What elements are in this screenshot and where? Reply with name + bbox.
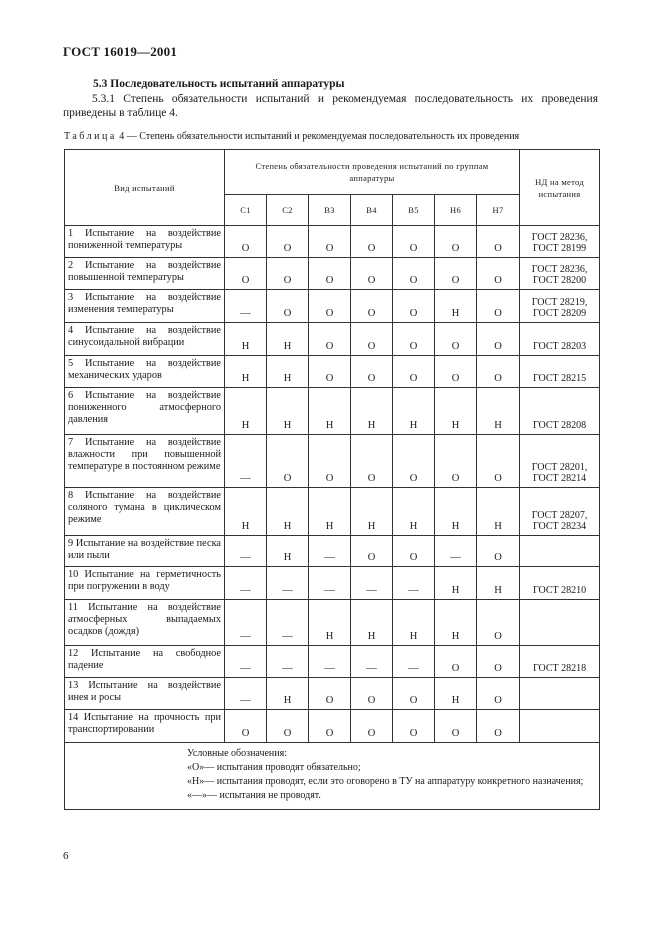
test-mark: О: [477, 536, 520, 567]
test-mark: —: [309, 536, 351, 567]
test-name: 9 Испытание на воздействие песка или пыли: [65, 536, 225, 567]
header-test-type: Вид испытаний: [65, 150, 225, 226]
test-mark: О: [351, 323, 393, 356]
test-name: 5 Испытание на воздействие механических ударов: [65, 356, 225, 388]
test-name: 4 Испытание на воздействие синусоидальной вибрации: [65, 323, 225, 356]
nd-reference: ГОСТ 28236, ГОСТ 28199: [520, 226, 600, 258]
test-mark: Н: [351, 388, 393, 435]
table-row: [65, 356, 600, 388]
test-mark: О: [309, 678, 351, 710]
test-mark: —: [351, 567, 393, 600]
test-mark: —: [225, 646, 267, 678]
group-header-в4: В4: [351, 195, 393, 226]
test-name: 3 Испытание на воздействие изменения температуры: [65, 290, 225, 323]
test-mark: Н: [309, 488, 351, 536]
nd-reference: [520, 710, 600, 743]
body-paragraph: 5.3.1 Степень обязательности испытаний и рекомендуемая последовательность их проведения приведены в таблице 4.: [63, 93, 598, 119]
nd-reference: ГОСТ 28218: [520, 646, 600, 678]
test-mark: Н: [225, 388, 267, 435]
test-mark: О: [477, 435, 520, 488]
nd-reference: ГОСТ 28207, ГОСТ 28234: [520, 488, 600, 536]
legend: [187, 747, 599, 803]
test-mark: О: [477, 710, 520, 743]
test-mark: Н: [393, 388, 435, 435]
legend-symbol: «—»: [187, 790, 207, 801]
table-row: [65, 258, 600, 290]
table-row: [65, 646, 600, 678]
test-mark: О: [309, 356, 351, 388]
test-mark: О: [267, 710, 309, 743]
nd-reference: ГОСТ 28215: [520, 356, 600, 388]
test-mark: О: [477, 226, 520, 258]
test-name: 8 Испытание на воздействие соляного тумана в циклическом режиме: [65, 488, 225, 536]
test-mark: О: [435, 323, 477, 356]
test-mark: О: [477, 646, 520, 678]
test-mark: О: [309, 323, 351, 356]
legend-text: — испытания проводят, если это оговорено в ТУ на аппаратуру конкретного назначения;: [204, 776, 584, 787]
test-mark: О: [477, 600, 520, 646]
test-mark: Н: [477, 488, 520, 536]
test-mark: О: [435, 435, 477, 488]
table-row: [65, 488, 600, 536]
test-mark: Н: [225, 356, 267, 388]
test-mark: —: [225, 435, 267, 488]
legend-item: [187, 775, 599, 789]
test-name: 6 Испытание на воздействие пониженного атмосферного давления: [65, 388, 225, 435]
table-row: [65, 567, 600, 600]
test-mark: О: [393, 536, 435, 567]
test-mark: —: [225, 567, 267, 600]
test-mark: О: [477, 678, 520, 710]
test-mark: Н: [351, 600, 393, 646]
test-mark: —: [267, 600, 309, 646]
test-mark: О: [477, 290, 520, 323]
test-mark: О: [393, 356, 435, 388]
test-mark: О: [351, 536, 393, 567]
test-mark: Н: [435, 488, 477, 536]
test-mark: Н: [435, 600, 477, 646]
test-mark: О: [351, 710, 393, 743]
table-row: [65, 226, 600, 258]
legend-text: — испытания не проводят.: [207, 790, 321, 801]
test-mark: —: [393, 646, 435, 678]
group-header-в5: В5: [393, 195, 435, 226]
legend-symbol: «Н»: [187, 776, 205, 787]
nd-reference: ГОСТ 28208: [520, 388, 600, 435]
test-mark: О: [351, 678, 393, 710]
test-mark: Н: [267, 323, 309, 356]
table-caption: [64, 131, 519, 142]
nd-reference: [520, 600, 600, 646]
test-mark: Н: [351, 488, 393, 536]
test-name: 7 Испытание на воздействие влажности при повышенной температуре в постоянном режиме: [65, 435, 225, 488]
table-caption-label: Таблица: [64, 131, 117, 142]
table-row: [65, 600, 600, 646]
legend-title: Условные обозначения:: [187, 748, 288, 759]
test-mark: О: [435, 258, 477, 290]
test-mark: —: [435, 536, 477, 567]
test-mark: Н: [267, 388, 309, 435]
test-mark: О: [267, 258, 309, 290]
test-mark: О: [309, 435, 351, 488]
test-mark: —: [225, 600, 267, 646]
table-row: [65, 710, 600, 743]
test-mark: О: [393, 226, 435, 258]
test-mark: О: [435, 226, 477, 258]
test-mark: —: [351, 646, 393, 678]
test-mark: О: [225, 710, 267, 743]
test-mark: Н: [267, 488, 309, 536]
nd-reference: [520, 536, 600, 567]
test-mark: О: [393, 290, 435, 323]
table-row: [65, 290, 600, 323]
test-mark: О: [267, 435, 309, 488]
table-caption-text: — Степень обязательности испытаний и рекомендуемая последовательность их проведения: [126, 131, 520, 142]
test-mark: О: [393, 678, 435, 710]
header-nd: НД на метод испытания: [520, 150, 600, 226]
test-mark: —: [225, 290, 267, 323]
table-row: [65, 388, 600, 435]
test-mark: —: [267, 646, 309, 678]
legend-cell: [65, 743, 600, 810]
test-mark: О: [351, 290, 393, 323]
test-mark: О: [351, 258, 393, 290]
test-mark: —: [309, 646, 351, 678]
test-name: 11 Испытание на воздействие атмосферных выпадаемых осадков (дождя): [65, 600, 225, 646]
nd-reference: ГОСТ 28236, ГОСТ 28200: [520, 258, 600, 290]
nd-reference: [520, 678, 600, 710]
test-mark: —: [267, 567, 309, 600]
group-header-с2: С2: [267, 195, 309, 226]
test-mark: О: [393, 323, 435, 356]
test-mark: О: [309, 258, 351, 290]
header-degree: Степень обязательности проведения испытаний по группам аппаратуры: [225, 150, 520, 195]
section-title: 5.3 Последовательность испытаний аппаратуры: [93, 78, 345, 90]
test-mark: О: [477, 356, 520, 388]
test-mark: О: [351, 226, 393, 258]
test-mark: Н: [267, 678, 309, 710]
group-header-в3: В3: [309, 195, 351, 226]
test-mark: Н: [225, 323, 267, 356]
table-row: [65, 678, 600, 710]
tests-table: [64, 149, 600, 810]
test-mark: Н: [435, 567, 477, 600]
test-mark: О: [477, 323, 520, 356]
test-mark: О: [435, 356, 477, 388]
test-mark: Н: [309, 388, 351, 435]
test-mark: О: [393, 258, 435, 290]
test-mark: О: [351, 356, 393, 388]
group-header-н6: Н6: [435, 195, 477, 226]
test-mark: Н: [309, 600, 351, 646]
nd-reference: ГОСТ 28219, ГОСТ 28209: [520, 290, 600, 323]
test-mark: Н: [267, 356, 309, 388]
test-mark: —: [225, 678, 267, 710]
test-name: 14 Испытание на прочность при транспортировании: [65, 710, 225, 743]
test-name: 13 Испытание на воздействие инея и росы: [65, 678, 225, 710]
test-mark: Н: [435, 678, 477, 710]
test-mark: —: [393, 567, 435, 600]
test-name: 10 Испытание на герметичность при погружении в воду: [65, 567, 225, 600]
test-mark: О: [267, 226, 309, 258]
test-mark: О: [477, 258, 520, 290]
test-mark: Н: [477, 567, 520, 600]
table-caption-number: 4: [119, 131, 125, 142]
table-row: [65, 323, 600, 356]
test-mark: —: [225, 536, 267, 567]
test-name: 1 Испытание на воздействие пониженной температуры: [65, 226, 225, 258]
test-mark: О: [435, 710, 477, 743]
group-header-с1: С1: [225, 195, 267, 226]
test-name: 12 Испытание на свободное падение: [65, 646, 225, 678]
test-mark: Н: [267, 536, 309, 567]
legend-symbol: «О»: [187, 762, 205, 773]
test-mark: О: [351, 435, 393, 488]
table-row: [65, 536, 600, 567]
test-mark: Н: [393, 600, 435, 646]
legend-item: [187, 761, 599, 775]
test-mark: О: [393, 710, 435, 743]
test-mark: Н: [225, 488, 267, 536]
test-mark: О: [225, 226, 267, 258]
page-number: 6: [63, 850, 69, 862]
test-name: 2 Испытание на воздействие повышенной температуры: [65, 258, 225, 290]
test-mark: О: [435, 646, 477, 678]
test-mark: Н: [393, 488, 435, 536]
test-mark: Н: [435, 290, 477, 323]
legend-row: [65, 743, 600, 810]
group-header-н7: Н7: [477, 195, 520, 226]
nd-reference: ГОСТ 28201, ГОСТ 28214: [520, 435, 600, 488]
test-mark: Н: [435, 388, 477, 435]
nd-reference: ГОСТ 28203: [520, 323, 600, 356]
test-mark: О: [309, 710, 351, 743]
table-row: [65, 435, 600, 488]
test-mark: О: [225, 258, 267, 290]
test-mark: Н: [477, 388, 520, 435]
legend-item: [187, 789, 599, 803]
document-header: ГОСТ 16019—2001: [63, 44, 178, 59]
legend-text: — испытания проводят обязательно;: [204, 762, 361, 773]
test-mark: О: [309, 226, 351, 258]
test-mark: О: [267, 290, 309, 323]
test-mark: О: [393, 435, 435, 488]
test-mark: —: [309, 567, 351, 600]
nd-reference: ГОСТ 28210: [520, 567, 600, 600]
test-mark: О: [309, 290, 351, 323]
